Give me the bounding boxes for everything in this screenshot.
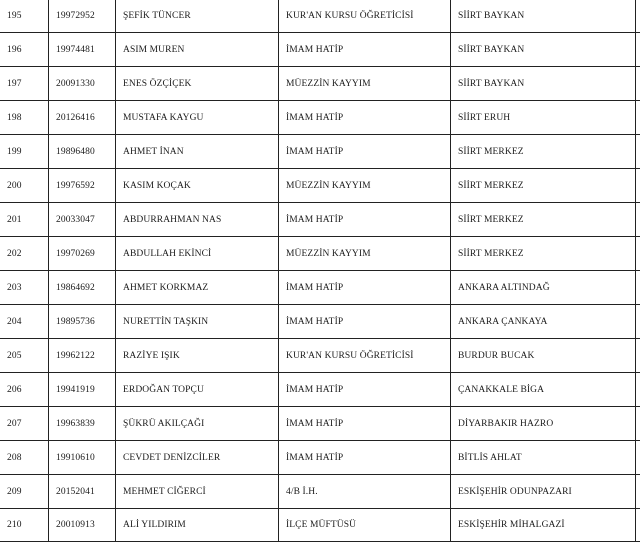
registry-id-cell: 19974481 [49, 33, 116, 67]
empty-cell [636, 339, 640, 373]
location-cell: SİİRT MERKEZ [451, 237, 636, 271]
full-name-cell: ABDULLAH EKİNCİ [116, 237, 279, 271]
empty-cell [636, 441, 640, 475]
empty-cell [636, 135, 640, 169]
table-row [0, 101, 640, 135]
position-cell: İMAM HATİP [279, 373, 451, 407]
full-name-cell: AHMET KORKMAZ [116, 271, 279, 305]
position-cell: İMAM HATİP [279, 135, 451, 169]
location-cell: SİİRT BAYKAN [451, 33, 636, 67]
registry-id-cell: 20152041 [49, 475, 116, 509]
location-cell: DİYARBAKIR HAZRO [451, 407, 636, 441]
location-cell: SİİRT BAYKAN [451, 0, 636, 33]
empty-cell [636, 305, 640, 339]
full-name-cell: ALİ YILDIRIM [116, 509, 279, 542]
row-number-cell: 207 [0, 407, 49, 441]
empty-cell [636, 101, 640, 135]
full-name-cell: ŞEFİK TÜNCER [116, 0, 279, 33]
row-number-cell: 209 [0, 475, 49, 509]
registry-id-cell: 20010913 [49, 509, 116, 542]
position-cell: MÜEZZİN KAYYIM [279, 169, 451, 203]
registry-id-cell: 19963839 [49, 407, 116, 441]
position-cell: İMAM HATİP [279, 305, 451, 339]
empty-cell [636, 0, 640, 33]
full-name-cell: KASIM KOÇAK [116, 169, 279, 203]
empty-cell [636, 203, 640, 237]
position-cell: MÜEZZİN KAYYIM [279, 67, 451, 101]
registry-id-cell: 20033047 [49, 203, 116, 237]
full-name-cell: ERDOĞAN TOPÇU [116, 373, 279, 407]
location-cell: ANKARA ÇANKAYA [451, 305, 636, 339]
row-number-cell: 208 [0, 441, 49, 475]
registry-id-cell: 19972952 [49, 0, 116, 33]
position-cell: 4/B İ.H. [279, 475, 451, 509]
location-cell: BİTLİS AHLAT [451, 441, 636, 475]
table-row [0, 305, 640, 339]
registry-id-cell: 19864692 [49, 271, 116, 305]
row-number-cell: 204 [0, 305, 49, 339]
registry-id-cell: 19962122 [49, 339, 116, 373]
position-cell: MÜEZZİN KAYYIM [279, 237, 451, 271]
table-row [0, 203, 640, 237]
row-number-cell: 198 [0, 101, 49, 135]
full-name-cell: ENES ÖZÇİÇEK [116, 67, 279, 101]
full-name-cell: ABDURRAHMAN NAS [116, 203, 279, 237]
row-number-cell: 195 [0, 0, 49, 33]
table-row [0, 0, 640, 33]
registry-id-cell: 19910610 [49, 441, 116, 475]
row-number-cell: 196 [0, 33, 49, 67]
full-name-cell: NURETTİN TAŞKIN [116, 305, 279, 339]
row-number-cell: 201 [0, 203, 49, 237]
empty-cell [636, 169, 640, 203]
position-cell: İMAM HATİP [279, 441, 451, 475]
location-cell: SİİRT MERKEZ [451, 169, 636, 203]
location-cell: SİİRT MERKEZ [451, 203, 636, 237]
registry-id-cell: 19895736 [49, 305, 116, 339]
position-cell: İMAM HATİP [279, 407, 451, 441]
table-row [0, 339, 640, 373]
row-number-cell: 205 [0, 339, 49, 373]
empty-cell [636, 67, 640, 101]
table-row [0, 33, 640, 67]
registry-id-cell: 19970269 [49, 237, 116, 271]
empty-cell [636, 475, 640, 509]
full-name-cell: ASIM MUREN [116, 33, 279, 67]
table-row [0, 135, 640, 169]
location-cell: ESKİŞEHİR MİHALGAZİ [451, 509, 636, 542]
location-cell: ÇANAKKALE BİGA [451, 373, 636, 407]
location-cell: ANKARA ALTINDAĞ [451, 271, 636, 305]
position-cell: İMAM HATİP [279, 271, 451, 305]
row-number-cell: 199 [0, 135, 49, 169]
row-number-cell: 203 [0, 271, 49, 305]
table-row [0, 407, 640, 441]
location-cell: SİİRT BAYKAN [451, 67, 636, 101]
table-row [0, 373, 640, 407]
row-number-cell: 202 [0, 237, 49, 271]
full-name-cell: MUSTAFA KAYGU [116, 101, 279, 135]
position-cell: KUR'AN KURSU ÖĞRETİCİSİ [279, 339, 451, 373]
empty-cell [636, 373, 640, 407]
table-row [0, 67, 640, 101]
full-name-cell: ŞÜKRÜ AKILÇAĞI [116, 407, 279, 441]
full-name-cell: MEHMET CİĞERCİ [116, 475, 279, 509]
empty-cell [636, 407, 640, 441]
position-cell: İMAM HATİP [279, 33, 451, 67]
full-name-cell: CEVDET DENİZCİLER [116, 441, 279, 475]
empty-cell [636, 33, 640, 67]
table-row [0, 475, 640, 509]
table-row [0, 169, 640, 203]
registry-id-cell: 19896480 [49, 135, 116, 169]
registry-id-cell: 20091330 [49, 67, 116, 101]
table-row [0, 271, 640, 305]
registry-id-cell: 19941919 [49, 373, 116, 407]
row-number-cell: 206 [0, 373, 49, 407]
row-number-cell: 197 [0, 67, 49, 101]
location-cell: SİİRT ERUH [451, 101, 636, 135]
empty-cell [636, 237, 640, 271]
position-cell: İLÇE MÜFTÜSÜ [279, 509, 451, 542]
full-name-cell: AHMET İNAN [116, 135, 279, 169]
empty-cell [636, 509, 640, 542]
full-name-cell: RAZİYE IŞIK [116, 339, 279, 373]
position-cell: KUR'AN KURSU ÖĞRETİCİSİ [279, 0, 451, 33]
empty-cell [636, 271, 640, 305]
location-cell: BURDUR BUCAK [451, 339, 636, 373]
table-row [0, 237, 640, 271]
table-row [0, 509, 640, 542]
row-number-cell: 200 [0, 169, 49, 203]
position-cell: İMAM HATİP [279, 101, 451, 135]
table-row [0, 441, 640, 475]
registry-id-cell: 19976592 [49, 169, 116, 203]
registry-id-cell: 20126416 [49, 101, 116, 135]
position-cell: İMAM HATİP [279, 203, 451, 237]
location-cell: SİİRT MERKEZ [451, 135, 636, 169]
row-number-cell: 210 [0, 509, 49, 542]
location-cell: ESKİŞEHİR ODUNPAZARI [451, 475, 636, 509]
